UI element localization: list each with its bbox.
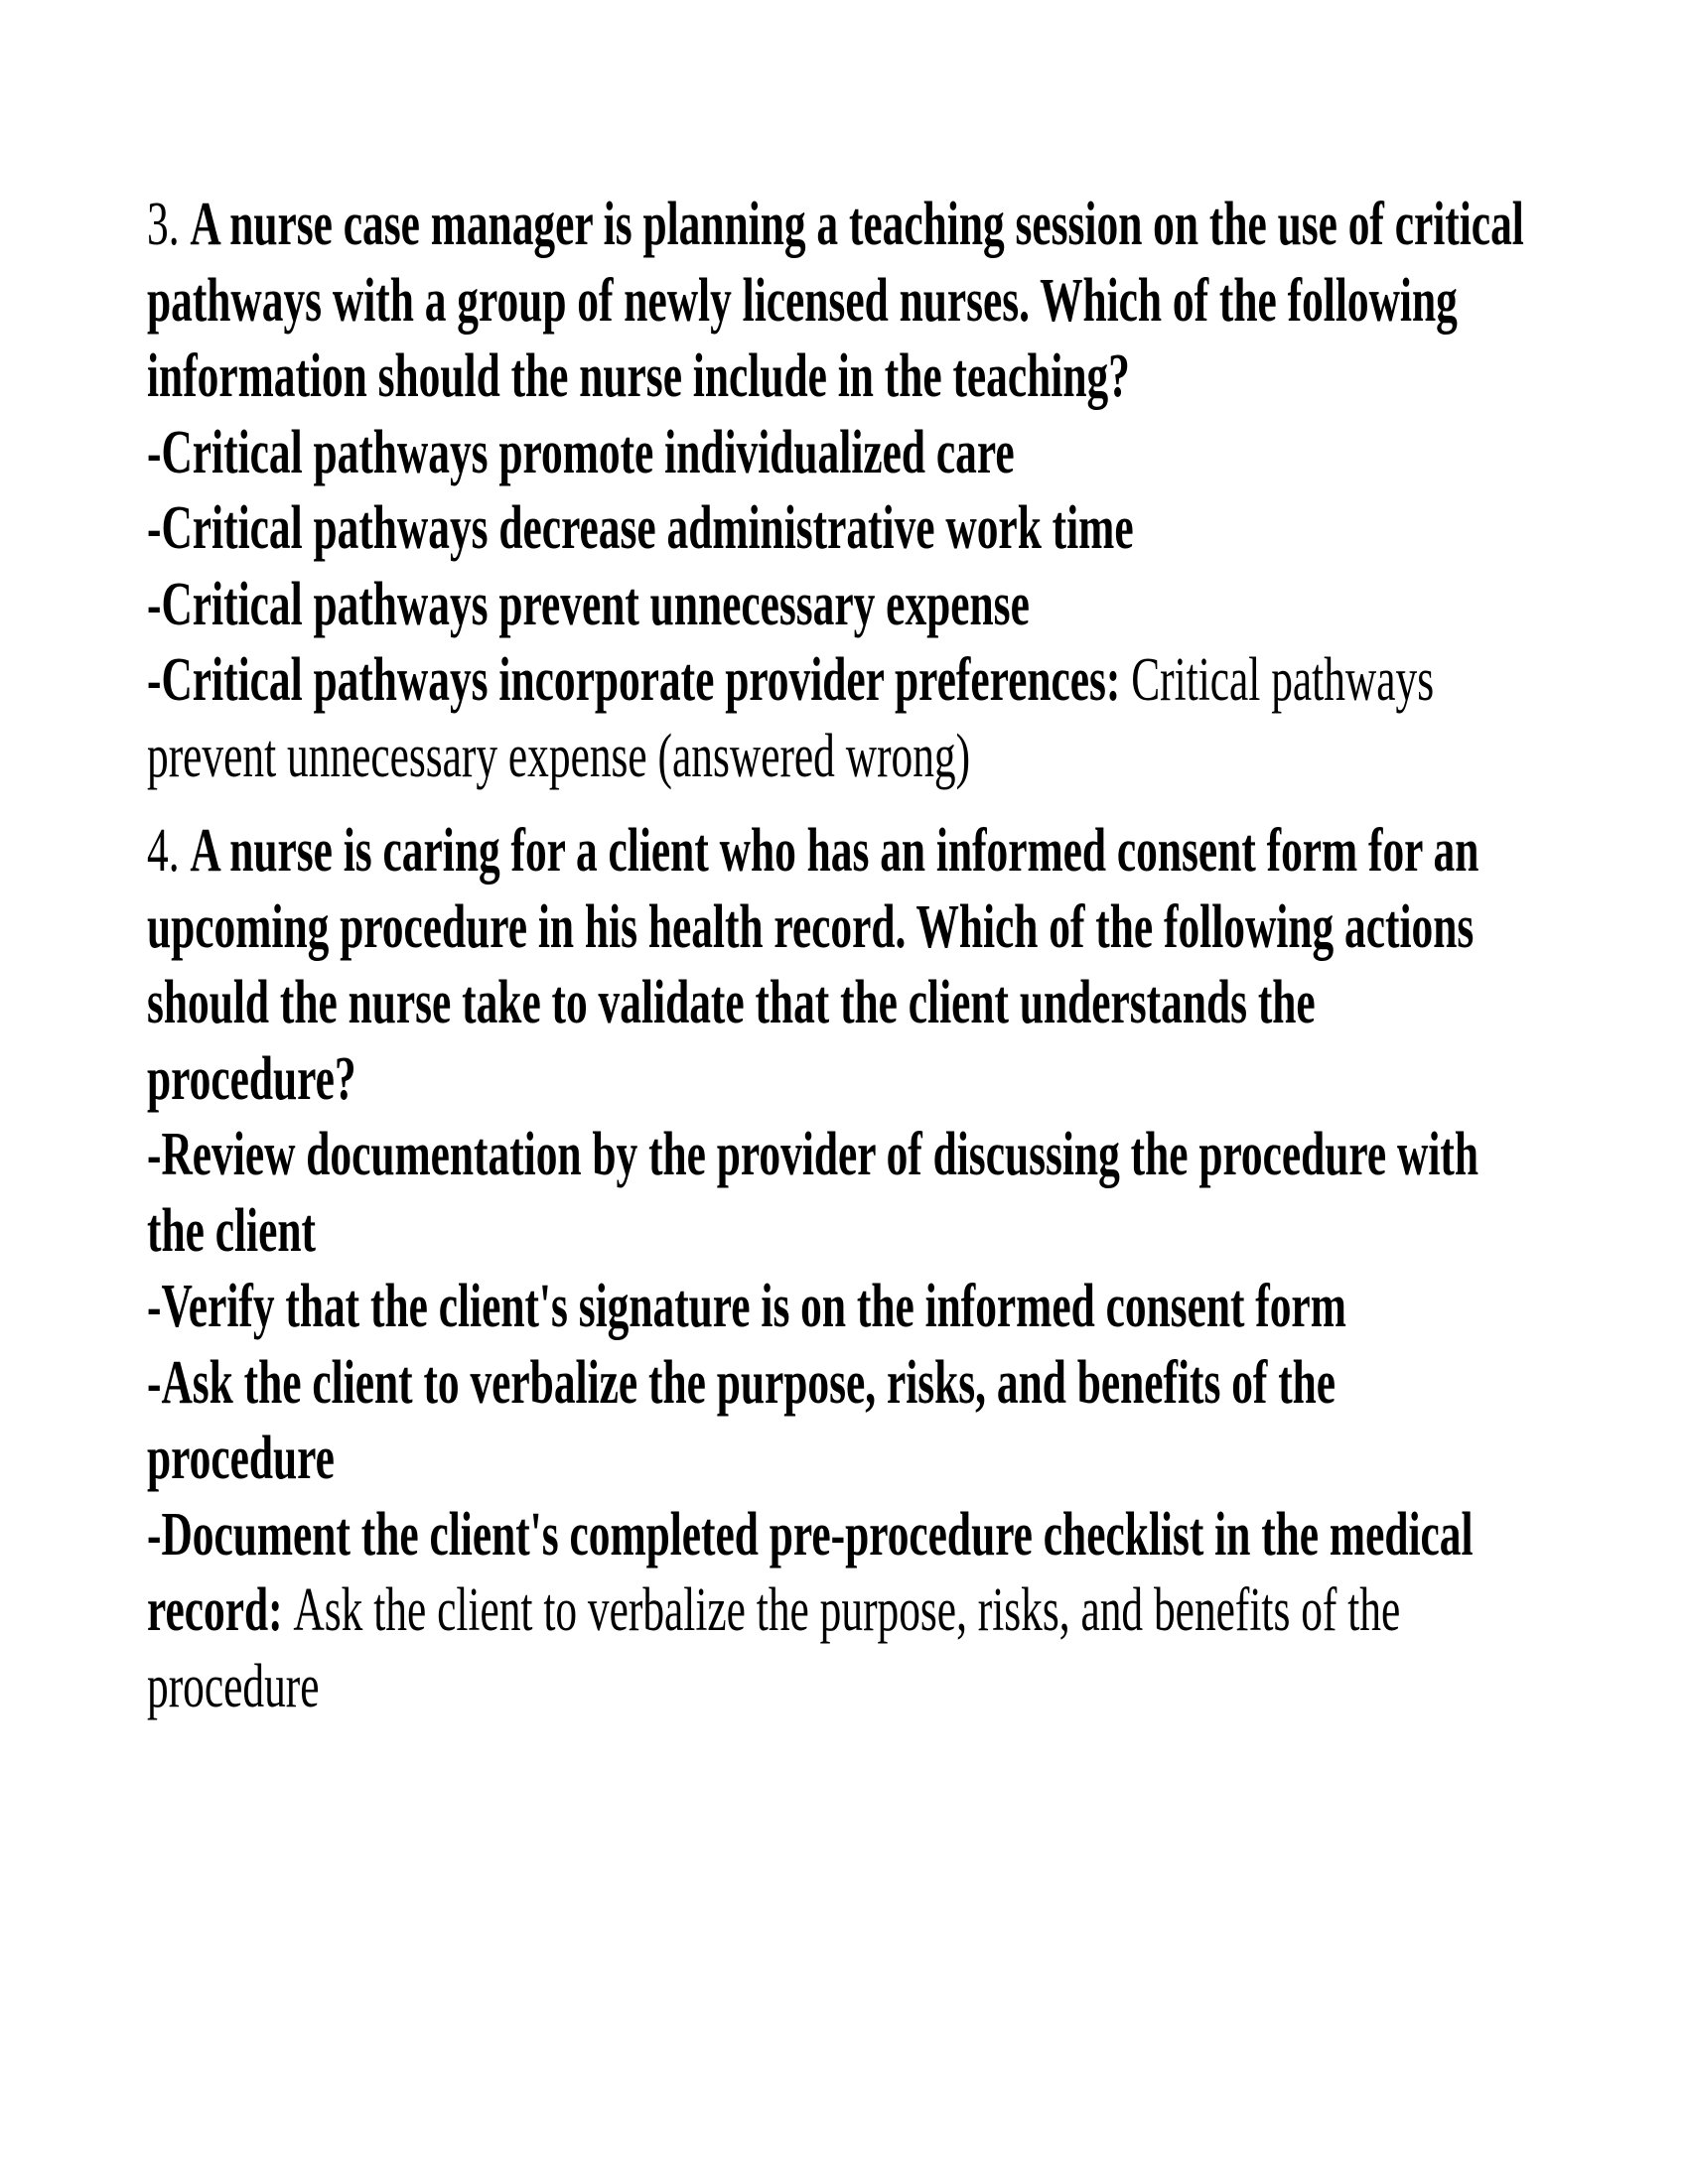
text-line: [147, 965, 1620, 1041]
text-line: [147, 263, 1620, 340]
text-line: [147, 567, 1620, 643]
bold-text-run: -Critical pathways promote individualized care: [147, 418, 1015, 486]
bold-text-run: -Verify that the client's signature is on the informed consent form: [147, 1273, 1346, 1340]
text-line: [147, 187, 1620, 263]
bold-text-run: -Review documentation by the provider of discussing the procedure with: [147, 1121, 1479, 1188]
text-line: [147, 1269, 1620, 1345]
text-line: [147, 1117, 1620, 1193]
regular-text-run: 4.: [147, 817, 191, 885]
text-line: [147, 1497, 1620, 1573]
text-line: [147, 813, 1620, 889]
bold-text-run: A nurse is caring for a client who has an informed consent form for an: [190, 817, 1479, 885]
regular-text-run: procedure: [147, 1652, 320, 1720]
text-line: [147, 889, 1620, 966]
text-line: [147, 1193, 1620, 1270]
text-line: [147, 1572, 1620, 1649]
bold-text-run: procedure: [147, 1425, 335, 1492]
bold-text-run: -Critical pathways decrease administrative work time: [147, 494, 1134, 562]
regular-text-run: Critical pathways: [1131, 646, 1435, 714]
bold-text-run: -Critical pathways prevent unnecessary expense: [147, 570, 1030, 638]
question-4: [147, 813, 1620, 1724]
text-line: [147, 490, 1620, 567]
bold-text-run: the client: [147, 1196, 316, 1265]
bold-text-run: information should the nurse include in the teaching?: [147, 342, 1130, 410]
text-line: [147, 1649, 1620, 1725]
text-line: [147, 719, 1620, 795]
regular-text-run: Ask the client to verbalize the purpose, risks, and benefits of the: [293, 1576, 1401, 1644]
text-line: [147, 339, 1620, 415]
bold-text-run: -Critical pathways incorporate provider preferences:: [147, 646, 1132, 714]
text-line: [147, 642, 1620, 719]
bold-text-run: record:: [147, 1576, 294, 1644]
text-line: [147, 1345, 1620, 1422]
bold-text-run: A nurse case manager is planning a teaching session on the use of critical: [190, 191, 1524, 258]
bold-text-run: procedure?: [147, 1044, 356, 1113]
text-column: [147, 187, 1620, 1724]
text-line: [147, 1041, 1620, 1118]
question-3: [147, 187, 1620, 794]
bold-text-run: -Ask the client to verbalize the purpose, risks, and benefits of the: [147, 1348, 1336, 1417]
regular-text-run: 3.: [147, 191, 191, 258]
bold-text-run: -Document the client's completed pre-procedure checklist in the medical: [147, 1500, 1474, 1569]
text-line: [147, 415, 1620, 491]
bold-text-run: upcoming procedure in his health record. Which of the following actions: [147, 892, 1475, 961]
regular-text-run: prevent unnecessary expense (answered wrong): [147, 722, 971, 790]
bold-text-run: should the nurse take to validate that the client understands the: [147, 969, 1316, 1036]
bold-text-run: pathways with a group of newly licensed nurses. Which of the following: [147, 266, 1458, 335]
text-line: [147, 1421, 1620, 1497]
